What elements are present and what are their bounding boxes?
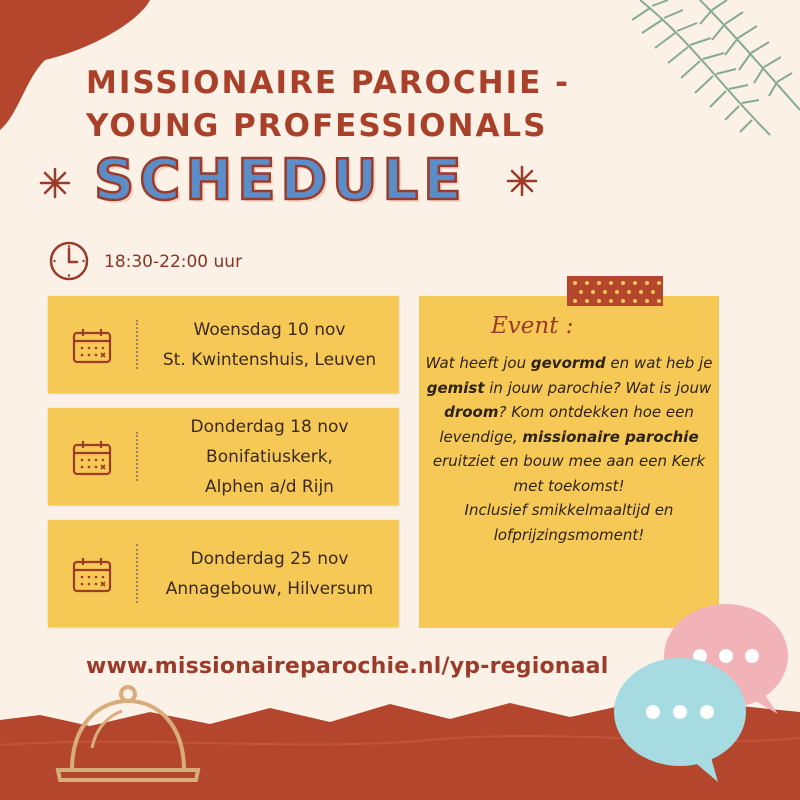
calendar-icon	[72, 328, 112, 364]
date-card	[48, 408, 399, 505]
calendar-icon	[72, 440, 112, 476]
date-place-line-2: Alphen a/d Rijn	[205, 476, 334, 497]
card-divider	[136, 544, 138, 603]
sparkle-icon-left	[38, 166, 72, 200]
clock-icon	[48, 240, 90, 282]
event-title: Event :	[491, 313, 574, 339]
card-divider	[136, 432, 138, 481]
schedule-heading: SCHEDULE	[94, 148, 467, 213]
page-title	[86, 62, 570, 148]
title-line-2: YOUNG PROFESSIONALS	[86, 108, 548, 144]
date-day: Woensdag 10 nov	[193, 319, 346, 340]
time-range: 18:30-22:00 uur	[104, 252, 243, 272]
date-place: Annagebouw, Hilversum	[165, 578, 374, 599]
palm-leaf-icon	[632, 0, 800, 135]
date-day: Donderdag 25 nov	[190, 548, 349, 569]
date-place: Bonifatiuskerk,	[206, 446, 333, 467]
website-url[interactable]: www.missionaireparochie.nl/yp-regionaal	[86, 654, 609, 679]
washi-tape	[567, 276, 663, 306]
date-place: St. Kwintenshuis, Leuven	[162, 349, 377, 370]
event-card	[419, 296, 719, 628]
event-description: Wat heeft jou gevormd en wat heb je gemist in jouw parochie? Wat is jouw droom? Kom ontdekken hoe een levendige, missionaire parochie eruitziet en bouw mee aan een Kerk met toekomst! Inclusief smikkelmaaltijd en lofprijzingsmoment!	[425, 354, 713, 544]
card-divider	[136, 320, 138, 369]
date-card	[48, 520, 399, 627]
date-card	[48, 296, 399, 393]
title-line-1: MISSIONAIRE PAROCHIE -	[86, 65, 570, 101]
calendar-icon	[72, 557, 112, 593]
sparkle-icon-right	[505, 164, 539, 198]
chat-bubble-icon	[600, 590, 800, 790]
date-day: Donderdag 18 nov	[190, 416, 349, 437]
